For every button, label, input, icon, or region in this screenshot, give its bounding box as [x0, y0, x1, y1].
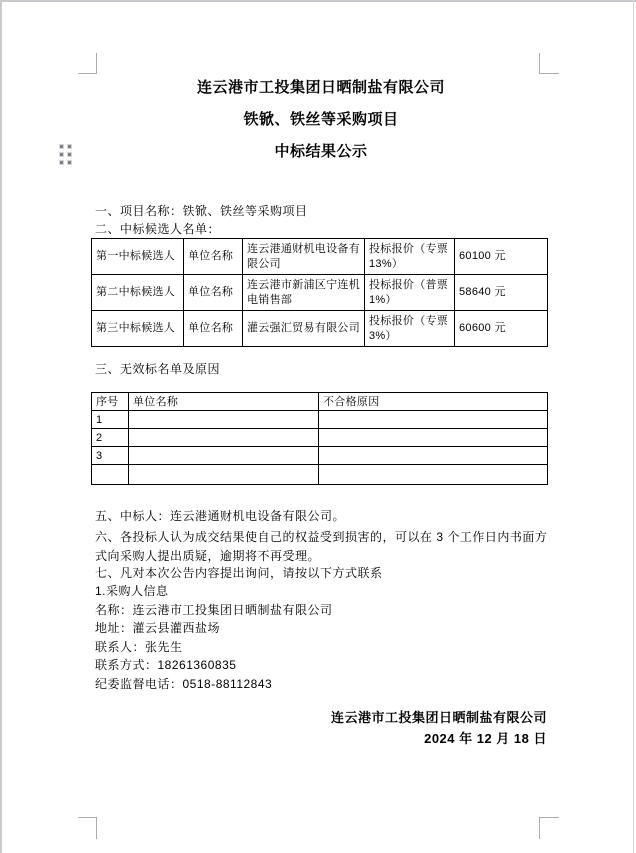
page-left-edge — [0, 0, 2, 853]
doc-title-project: 铁锨、铁丝等采购项目 — [243, 111, 399, 128]
page-top-edge — [0, 0, 636, 2]
signature-date: 2024 年 12 月 18 日 — [424, 731, 547, 746]
invalid-row-2 — [92, 429, 548, 447]
section-5-winner: 五、中标人：连云港通财机电设备有限公司。 — [95, 509, 346, 523]
quote-label-cell[interactable]: 投标报价（专票13%） — [365, 239, 455, 275]
invalid-col-seq-header: 序号 — [92, 393, 129, 411]
invalid-reason-cell[interactable] — [319, 465, 548, 485]
candidates-table — [91, 238, 548, 347]
page-right-edge — [633, 0, 634, 853]
drag-handle-dots-icon — [60, 145, 73, 165]
invalid-col-company-header: 单位名称 — [129, 393, 319, 411]
invalid-company-cell[interactable] — [129, 447, 319, 465]
invalid-reason-cell[interactable] — [319, 429, 548, 447]
invalid-seq-cell[interactable] — [92, 465, 129, 485]
unit-label-cell[interactable]: 单位名称 — [184, 275, 243, 311]
signature-company: 连云港市工投集团日晒制盐有限公司 — [330, 710, 547, 725]
crop-mark-bottom-left — [78, 817, 97, 839]
section-7-contact-heading: 七、凡对本次公告内容提出询问，请按以下方式联系 — [95, 566, 383, 580]
invalid-row-1 — [92, 411, 548, 429]
company-name-cell[interactable]: 连云港市新浦区宁连机电销售部 — [243, 275, 365, 311]
contact-person-line: 联系人：张先生 — [95, 640, 183, 654]
candidate-row-1 — [92, 239, 548, 275]
invalid-reason-cell[interactable] — [319, 447, 548, 465]
section-2-candidates-heading: 二、中标候选人名单： — [95, 222, 221, 236]
unit-label-cell[interactable]: 单位名称 — [184, 239, 243, 275]
invalid-bids-table — [91, 392, 548, 485]
invalid-seq-cell[interactable]: 1 — [92, 411, 129, 429]
invalid-seq-cell[interactable]: 2 — [92, 429, 129, 447]
crop-mark-top-right — [539, 53, 559, 74]
invalid-header-row — [92, 393, 548, 411]
candidate-rank-cell[interactable]: 第一中标候选人 — [92, 239, 184, 275]
unit-label-cell[interactable]: 单位名称 — [184, 311, 243, 347]
price-cell[interactable]: 60100 元 — [455, 239, 548, 275]
invalid-company-cell[interactable] — [129, 411, 319, 429]
supervision-phone-line: 纪委监督电话：0518-88112843 — [95, 677, 273, 691]
price-cell[interactable]: 58640 元 — [455, 275, 548, 311]
buyer-name-line: 名称：连云港市工投集团日晒制盐有限公司 — [95, 603, 333, 617]
buyer-address-line: 地址：灌云县灌西盐场 — [95, 621, 221, 635]
section-6-objection-notice: 六、各投标人认为成交结果使自己的权益受到损害的，可以在 3 个工作日内书面方式向采购人提出质疑，逾期将不再受理。 — [95, 530, 548, 563]
invalid-row-3 — [92, 447, 548, 465]
quote-label-cell[interactable]: 投标报价（专票3%） — [365, 311, 455, 347]
candidate-row-2 — [92, 275, 548, 311]
doc-title-company: 连云港市工投集团日晒制盐有限公司 — [196, 79, 445, 96]
invalid-company-cell[interactable] — [129, 429, 319, 447]
invalid-row-4 — [92, 465, 548, 485]
company-name-cell[interactable]: 灌云强汇贸易有限公司 — [243, 311, 365, 347]
invalid-seq-cell[interactable]: 3 — [92, 447, 129, 465]
invalid-company-cell[interactable] — [129, 465, 319, 485]
candidate-rank-cell[interactable]: 第三中标候选人 — [92, 311, 184, 347]
invalid-reason-cell[interactable] — [319, 411, 548, 429]
company-name-cell[interactable]: 连云港通财机电设备有限公司 — [243, 239, 365, 275]
crop-mark-bottom-right — [539, 817, 559, 839]
contact-phone-line: 联系方式：18261360835 — [95, 658, 237, 672]
buyer-info-heading: 1.采购人信息 — [95, 584, 169, 598]
crop-mark-top-left — [78, 53, 97, 74]
invalid-col-reason-header: 不合格原因 — [319, 393, 548, 411]
quote-label-cell[interactable]: 投标报价（普票1%） — [365, 275, 455, 311]
candidate-row-3 — [92, 311, 548, 347]
candidate-rank-cell[interactable]: 第二中标候选人 — [92, 275, 184, 311]
section-3-invalid-heading: 三、无效标名单及原因 — [95, 362, 221, 376]
doc-title-announcement: 中标结果公示 — [274, 143, 368, 160]
price-cell[interactable]: 60600 元 — [455, 311, 548, 347]
section-1-project-name: 一、项目名称：铁锨、铁丝等采购项目 — [95, 204, 308, 218]
